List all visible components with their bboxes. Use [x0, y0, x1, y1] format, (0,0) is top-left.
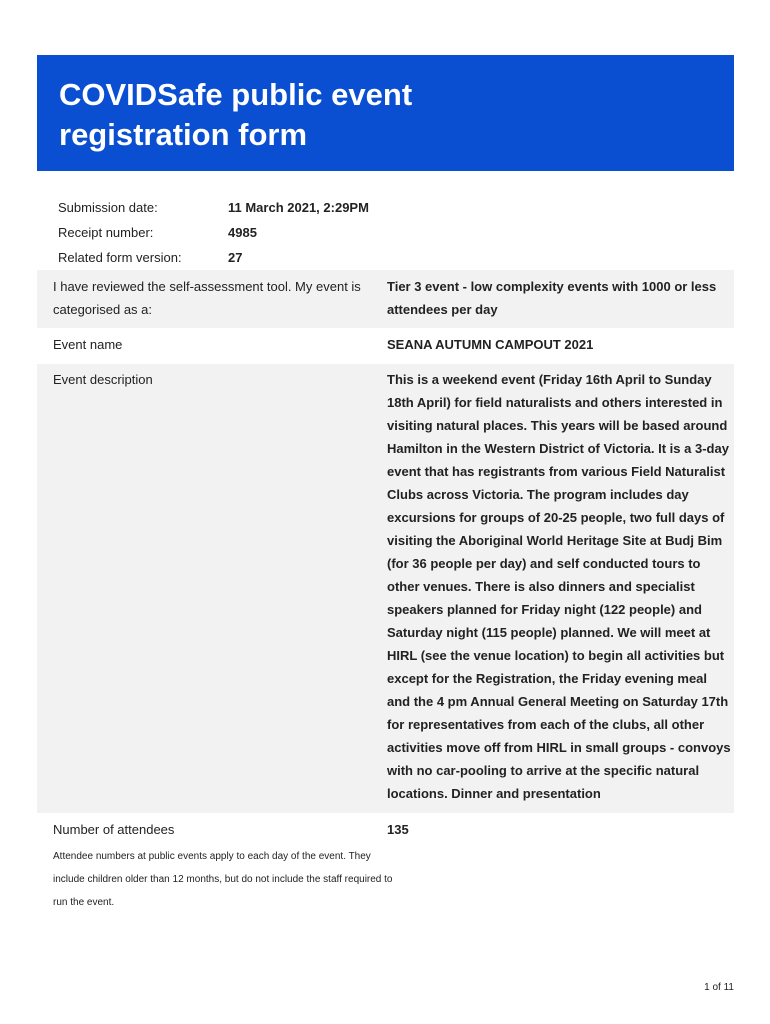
- attendees-help-text: Attendee numbers at public events apply to each day of the event. They include children older than 12 months, but do not include the staff required to run the event.: [53, 851, 393, 908]
- attendees-row: [37, 818, 734, 844]
- event-description-row: [37, 364, 734, 813]
- event-name-row: [37, 333, 734, 363]
- form-version-value: 27: [228, 250, 243, 265]
- event-description-answer: This is a weekend event (Friday 16th April to Sunday 18th April) for field naturalists and others interested in visiting natural places. This years will be based around Hamilton in the Western District of Victoria. It is a 3-day event that has registrants from various Field Naturalist Clubs across Victoria. The program includes day excursions for groups of 20-25 people, two full days of visiting the Aboriginal World Heritage Site at Budj Bim (for 36 people per day) and self conducted tours to other venues. There is also dinners and specialist speakers planned for Friday night (122 people) and Saturday night (115 people) planned. We will meet at HIRL (see the venue location) to begin all activities but except for the Registration, the Friday evening meal and the 4 pm Annual General Meeting on Saturday 17th for representatives from each of the clubs, all other activities move off from HIRL in small groups - convoys with no car-pooling to arrive at the specific natural locations. Dinner and presentation: [387, 372, 731, 801]
- self-assessment-question: I have reviewed the self-assessment tool. My event is categorised as a:: [53, 279, 361, 317]
- header-banner: [37, 55, 734, 171]
- receipt-number-value: 4985: [228, 225, 257, 240]
- attendees-question: Number of attendees: [53, 822, 175, 837]
- page-title: COVIDSafe public event registration form: [59, 77, 413, 152]
- self-assessment-answer: Tier 3 event - low complexity events with 1000 or less attendees per day: [387, 279, 717, 317]
- page-number: 1 of 11: [704, 982, 734, 993]
- receipt-number-label: Receipt number:: [58, 225, 154, 240]
- event-name-question: Event name: [53, 337, 123, 352]
- self-assessment-row: [37, 270, 734, 328]
- form-version-label: Related form version:: [58, 250, 182, 265]
- attendees-answer: 135: [387, 822, 409, 837]
- event-name-answer: SEANA AUTUMN CAMPOUT 2021: [387, 337, 594, 352]
- event-description-question: Event description: [53, 372, 153, 387]
- submission-date-label: Submission date:: [58, 200, 158, 215]
- submission-date-value: 11 March 2021, 2:29PM: [228, 200, 369, 215]
